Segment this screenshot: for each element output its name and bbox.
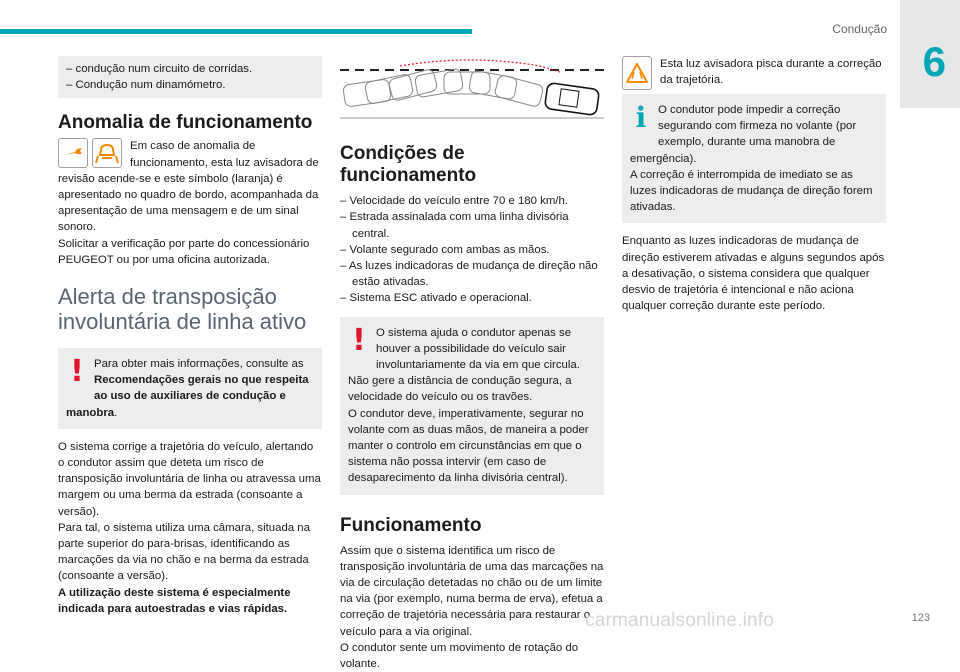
wrench-icon	[58, 138, 88, 168]
lane-departure-warning-icon	[92, 138, 122, 168]
list-item: – Condução num dinamómetro.	[66, 79, 226, 92]
info-icon: i	[635, 101, 647, 134]
exclamation-icon: !	[352, 322, 366, 358]
column-2	[340, 56, 604, 672]
anomaly-text: Em caso de anomalia de funcionamento, esta luz avisadora de revisão acende-se e este símbolo (laranja) é apresentado no quadro de bordo, acompanhada da apresentação de uma mensagem e de um sinal sonoro.	[58, 140, 319, 234]
exclamation-icon: !	[70, 354, 84, 390]
heading-operation: Funcionamento	[340, 514, 482, 536]
note-box	[58, 348, 322, 429]
heading-lane-alert: Alerta de transposição involuntária de linha ativo	[58, 284, 307, 335]
warning-icons	[58, 138, 122, 168]
heading-anomaly: Anomalia de funcionamento	[58, 112, 313, 134]
condition-item: – Volante segurado com ambas as mãos.	[340, 243, 550, 256]
chapter-tab	[900, 0, 960, 108]
condition-item: – Sistema ESC ativado e operacional.	[340, 292, 532, 305]
anomaly-text-2: Solicitar a verificação por parte do concessionário PEUGEOT ou por uma oficina autorizada.	[58, 237, 310, 266]
note-text: O condutor deve, imperativamente, segurar no volante com as duas mãos, de maneira a poder manter o controlo em circunstâncias em que o sistema não possa intervir (em caso de desaparecimento da linha divisória central).	[348, 407, 589, 485]
body-paragraph-bold: A utilização deste sistema é especialmente indicada para autoestradas e vias rápidas.	[58, 586, 291, 615]
body-paragraph: O condutor sente um movimento de rotação do volante.	[340, 641, 579, 671]
body-paragraph: Enquanto as luzes indicadoras de mudança de direção estiverem ativadas e alguns segundos após a desativação, o sistema considera que qualquer desvio de trajetória é intencional e não aciona qualquer correção durante este período.	[622, 235, 885, 313]
info-text: A correção é interrompida de imediato se as luzes indicadoras de mudança de direção forem ativadas.	[630, 168, 873, 214]
body-paragraph: O sistema corrige a trajetória do veículo, alertando o condutor assim que deteta um risco de transposição involuntária de linha ou atravessa uma margem ou uma berma da estrada (consoante a versão).	[58, 440, 321, 518]
list-item: – condução num circuito de corridas.	[66, 63, 253, 75]
heading-conditions: Condições de funcionamento	[340, 143, 477, 187]
column-1	[58, 56, 322, 617]
header-accent-bar	[0, 29, 472, 34]
condition-item: – Estrada assinalada com uma linha divisória central.	[340, 211, 569, 240]
page-number: 123	[911, 612, 930, 624]
note-box	[340, 317, 604, 495]
note-text: Para obter mais informações, consulte as Recomendações gerais no que respeita ao uso de auxiliares de condução e manobra.	[66, 358, 309, 419]
body-paragraph: Assim que o sistema identifica um risco de transposição involuntária de uma das marcações na via de circulação detetadas no chão ou de um limite na via (por exemplo, numa berma de erva), efetua a correção de trajetória necessária para restaurar o veículo para a via original.	[340, 544, 604, 638]
watermark: carmanualsonline.info	[585, 610, 775, 631]
lane-correction-illustration	[340, 56, 604, 124]
condition-item: – As luzes indicadoras de mudança de direção não estão ativadas.	[340, 260, 598, 289]
info-box	[622, 94, 886, 223]
condition-item: – Velocidade do veículo entre 70 e 180 km/h.	[340, 195, 568, 208]
body-paragraph: Para tal, o sistema utiliza uma câmara, situada na parte superior do para-brisas, identificando as marcações da via no chão e na berma da estrada (consoante a versão).	[58, 521, 310, 583]
lane-keep-triangle-icon	[622, 56, 652, 90]
column-3	[622, 56, 886, 314]
warning-light-text: Esta luz avisadora pisca durante a correção da trajetória.	[660, 58, 882, 87]
info-text: O condutor pode impedir a correção segurando com firmeza no volante (por exemplo, durante uma manobra de emergência).	[630, 104, 857, 165]
list-box	[58, 56, 322, 98]
chapter-number: 6	[922, 38, 946, 85]
note-text: O sistema ajuda o condutor apenas se houver a possibilidade do veículo sair involuntariamente da via em que circula. Não gere a distância de condução segura, a velocidade do veículo ou os travões.	[348, 326, 580, 404]
section-title: Condução	[832, 22, 887, 36]
